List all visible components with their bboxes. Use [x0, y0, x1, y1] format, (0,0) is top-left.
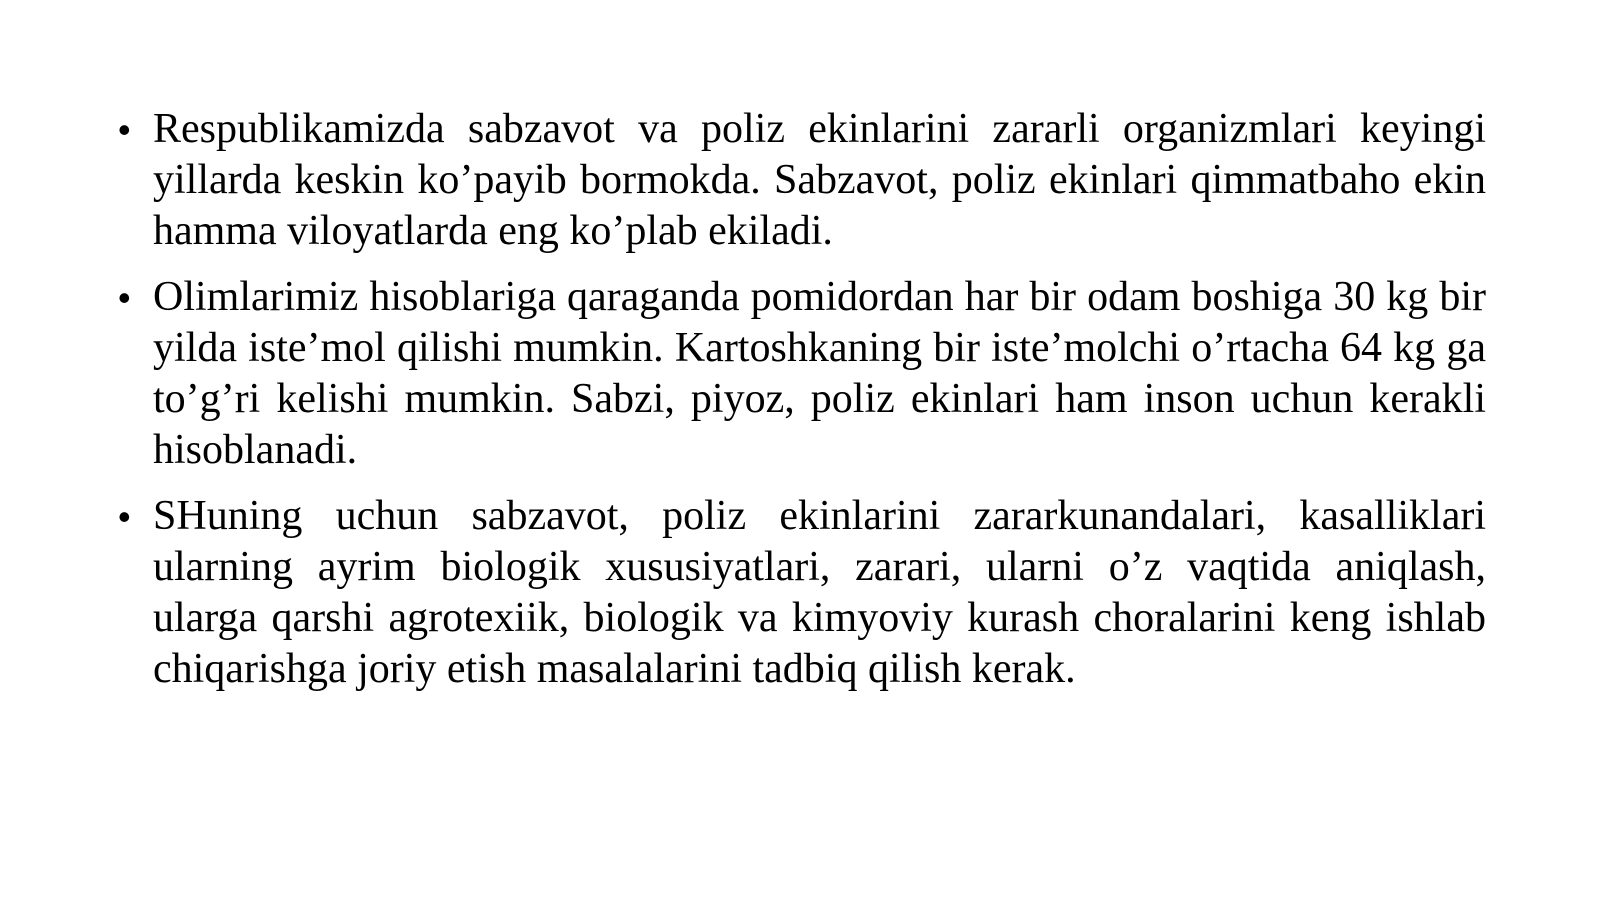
- bullet-item: [118, 272, 1486, 476]
- bullet-marker: •: [118, 496, 131, 537]
- bullet-list: [118, 104, 1486, 695]
- bullet-item: [118, 104, 1486, 257]
- bullet-text: SHuning uchun sabzavot, poliz ekinlarini zararkunandalari, kasalliklari ularning ayrim biologik xususiyatlari, zarari, ularni o’z vaqtida aniqlash, ularga qarshi agrotexiik, biologik va kimyoviy kurash choralarini keng ishlab chiqarishga joriy etish masalalarini tadbiq qilish kerak.: [153, 493, 1486, 692]
- bullet-text: Olimlarimiz hisoblariga qaraganda pomidordan har bir odam boshiga 30 kg bir yilda iste’mol qilishi mumkin. Kartoshkaning bir iste’molchi o’rtacha 64 kg ga to’g’ri kelishi mumkin. Sabzi, piyoz, poliz ekinlari ham inson uchun kerakli hisoblanadi.: [153, 274, 1486, 473]
- bullet-marker: •: [118, 277, 131, 318]
- bullet-item: [118, 491, 1486, 695]
- slide-content: [118, 104, 1486, 710]
- bullet-text: Respublikamizda sabzavot va poliz ekinlarini zararli organizmlari keyingi yillarda keskin ko’payib bormokda. Sabzavot, poliz ekinlari qimmatbaho ekin hamma viloyatlarda eng ko’plab ekiladi.: [153, 106, 1486, 254]
- bullet-marker: •: [118, 109, 131, 150]
